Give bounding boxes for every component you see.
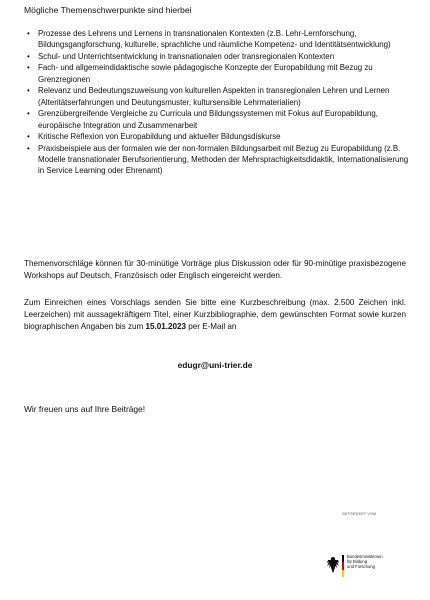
list-item bbox=[27, 131, 410, 142]
format-paragraph: Themenvorschläge können für 30-minütige Vorträge plus Diskussion oder für 90-minütige praxisbezogene Workshops auf Deutsch, Französisch oder Englisch eingereicht werden. bbox=[24, 259, 406, 280]
submission-text: Zum Einreichen eines Vorschlags senden Sie bitte eine Kurzbeschreibung (max. 2.500 Zeichen inkl. Leerzeichen) mit aussagekräftigem Titel, einer Kurzbibliographie, dem gewünschten Format sowie kurzen biographischen Angaben bis zum bbox=[24, 298, 406, 331]
intro-text: Mögliche Themenschwerpunkte sind hierbei bbox=[24, 5, 192, 15]
bullet-icon: • bbox=[27, 86, 30, 96]
list-item bbox=[27, 85, 410, 108]
list-item-text: Fach- und allgemeindidaktische sowie pädagogische Konzepte der Europabildung mit Bezug zu Grenzregionen bbox=[38, 63, 373, 84]
list-item bbox=[27, 108, 410, 131]
list-item bbox=[27, 143, 410, 177]
bullet-icon: • bbox=[27, 51, 30, 61]
list-item bbox=[27, 62, 410, 85]
ministry-name bbox=[347, 554, 407, 569]
deadline-date: 15.01.2023 bbox=[145, 322, 187, 331]
list-item bbox=[27, 51, 410, 62]
bullet-icon: • bbox=[27, 109, 30, 119]
list-item bbox=[27, 28, 410, 51]
german-flag-stripe bbox=[342, 555, 344, 577]
email-link[interactable]: edugr@uni-trier.de bbox=[177, 360, 253, 370]
bmbf-logo bbox=[324, 512, 414, 590]
topics-list bbox=[27, 28, 410, 177]
flag-gold-band bbox=[342, 570, 344, 577]
list-item-text: Kritische Reflexion von Europabildung und aktueller Bildungsdiskurse bbox=[38, 132, 281, 142]
funded-by-label: GEFÖRDERT VOM bbox=[342, 512, 377, 516]
list-item-text: Grenzübergreifende Vergleiche zu Curricula und Bildungssystemen mit Fokus auf Europabildung, europäische Integration und Zusammenarbeit bbox=[38, 109, 378, 130]
closing-text: Wir freuen uns auf Ihre Beiträge! bbox=[24, 404, 146, 414]
list-item-text: Praxisbeispiele aus der formalen wie der non-formalen Bildungsarbeit mit Bezug zu Europabildung (z.B. Modelle transnationaler Berufsorientierung, Methoden der Mehrsprachigkeitsdidaktik, Internationalisierung in Service Learning oder Ehrenamt) bbox=[38, 143, 409, 176]
list-item-text: Prozesse des Lehrens und Lernens in transnationalen Kontexten (z.B. Lehr-Lernforschung, Bildungsgangforschung, kulturelle, sprachliche und räumliche Kompetenz- und Identitätsentwicklung) bbox=[38, 29, 391, 50]
list-item-text: Schul- und Unterrichtsentwicklung in transnationalen oder transregionalen Kontexten bbox=[38, 51, 335, 61]
ministry-line: Bundesministerium bbox=[347, 554, 383, 559]
bullet-icon: • bbox=[27, 29, 30, 38]
bullet-icon: • bbox=[27, 132, 30, 142]
ministry-line: für Bildung bbox=[347, 559, 368, 564]
flag-black-band bbox=[342, 555, 344, 562]
flag-red-band bbox=[342, 562, 344, 569]
submission-paragraph bbox=[24, 297, 406, 333]
federal-eagle-icon bbox=[326, 556, 340, 576]
bullet-icon: • bbox=[27, 143, 30, 153]
bullet-icon: • bbox=[27, 63, 30, 73]
ministry-line: und Forschung bbox=[347, 564, 375, 569]
list-item-text: Relevanz und Bedeutungszuweisung von kulturellen Aspekten in transregionalen Lehren und Lernen (Alteritätserfahrungen und Deutungsmuster, kultursensible Lehrmaterialien) bbox=[38, 86, 390, 107]
submission-text-end: per E-Mail an bbox=[186, 322, 237, 331]
